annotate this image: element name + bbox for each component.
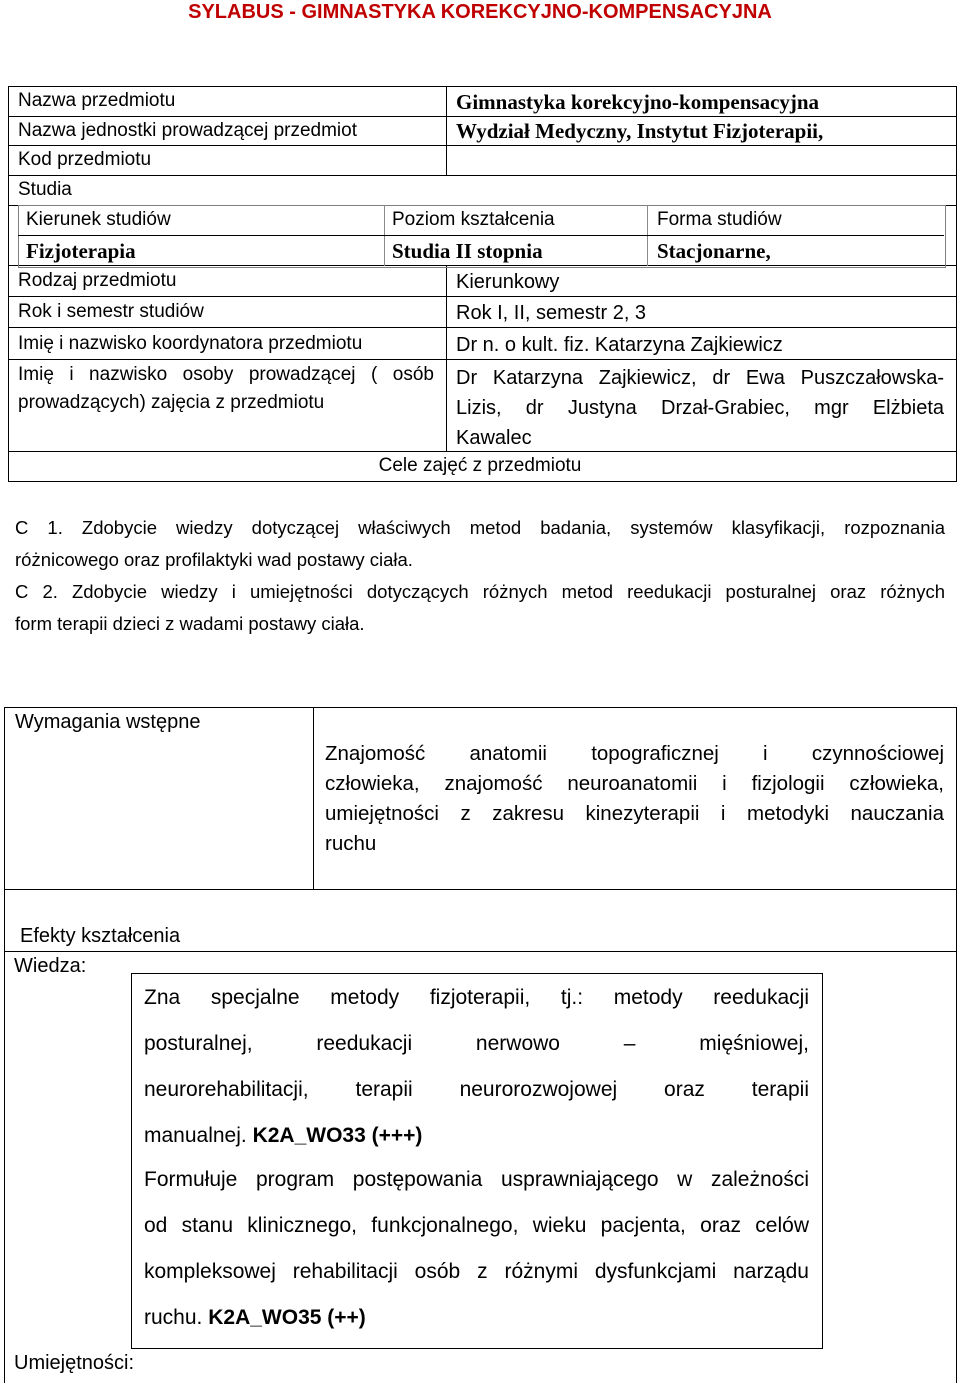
level-header: Poziom kształcenia [392,209,555,230]
w2-line1: Formułuje program postępowania usprawniającego w zależności [144,1168,809,1191]
year-label: Rok i semestr studiów [18,301,204,322]
w1-line1: Zna specjalne metody fizjoterapii, tj.: metody reedukacji [144,986,809,1009]
year-value: Rok I, II, semestr 2, 3 [456,302,647,324]
requirements-line2: człowieka, znajomość neuroanatomii i fizjologii człowieka, [325,772,944,795]
skills-label: Umiejętności: [14,1352,135,1374]
goals-header: Cele zajęć z przedmiotu [378,455,582,476]
field-header: Kierunek studiów [26,209,171,230]
w1-line3: neurorehabilitacji, terapii neurorozwojowej oraz terapii [144,1078,809,1101]
teachers-value-line3: Kawalec [456,427,532,449]
teachers-value-line2: Lizis, dr Justyna Drzał-Grabiec, mgr Elżbieta [456,397,944,419]
level-value: Studia II stopnia [392,239,543,263]
field-value: Fizjoterapia [26,239,136,263]
unit-value: Wydział Medyczny, Instytut Fizjoterapii, [456,119,824,143]
coordinator-label: Imię i nazwisko koordynatora przedmiotu [18,333,363,354]
teachers-label-line2: prowadzących) zajęcia z przedmiotu [18,392,325,413]
goal-c1-line2: różnicowego oraz profilaktyki wad postawy ciała. [15,549,413,570]
w2-line4 [144,1302,809,1334]
form-header: Forma studiów [657,209,782,230]
type-label: Rodzaj przedmiotu [18,270,177,291]
w1-line4 [144,1120,809,1152]
form-value: Stacjonarne, [657,239,771,263]
requirements-line3: umiejętności z zakresu kinezyterapii i metodyki nauczania [325,802,944,825]
coordinator-value: Dr n. o kult. fiz. Katarzyna Zajkiewicz [456,334,783,356]
studies-label: Studia [18,179,72,200]
w1-code: K2A_WO33 (+++) [252,1124,423,1147]
requirements-line1: Znajomość anatomii topograficznej i czynnościowej [325,742,944,765]
w2-line4-text: ruchu. [144,1306,203,1329]
requirements-line4: ruchu [325,832,377,855]
outcomes-label: Efekty kształcenia [20,925,181,947]
goal-c1-line1: C 1. Zdobycie wiedzy dotyczącej właściwych metod badania, systemów klasyfikacji, rozpoznania [15,517,945,538]
code-label: Kod przedmiotu [18,149,152,170]
subject-name-label: Nazwa przedmiotu [18,90,176,111]
w1-line4-text: manualnej. [144,1124,247,1147]
goal-c2-line1: C 2. Zdobycie wiedzy i umiejętności dotyczących różnych metod reedukacji posturalnej oraz różnych [15,581,945,602]
w2-line3: kompleksowej rehabilitacji osób z różnymi dysfunkcjami narządu [144,1260,809,1283]
w2-code: K2A_WO35 (++) [208,1306,366,1329]
type-value: Kierunkowy [456,271,560,293]
document-title: SYLABUS - GIMNASTYKA KOREKCYJNO-KOMPENSACYJNA [188,1,772,23]
subject-name-value: Gimnastyka korekcyjno-kompensacyjna [456,90,820,114]
w2-line2: od stanu klinicznego, funkcjonalnego, wieku pacjenta, oraz celów [144,1214,809,1237]
teachers-value-line1: Dr Katarzyna Zajkiewicz, dr Ewa Puszczałowska- [456,367,944,389]
teachers-label-line1: Imię i nazwisko osoby prowadzącej ( osób [18,364,434,385]
requirements-label: Wymagania wstępne [15,711,201,733]
goal-c2-line2: form terapii dzieci z wadami postawy ciała. [15,613,365,634]
unit-label: Nazwa jednostki prowadzącej przedmiot [18,120,357,141]
w1-line2: posturalnej, reedukacji nerwowo – mięśniowej, [144,1032,809,1055]
knowledge-label: Wiedza: [14,955,87,977]
